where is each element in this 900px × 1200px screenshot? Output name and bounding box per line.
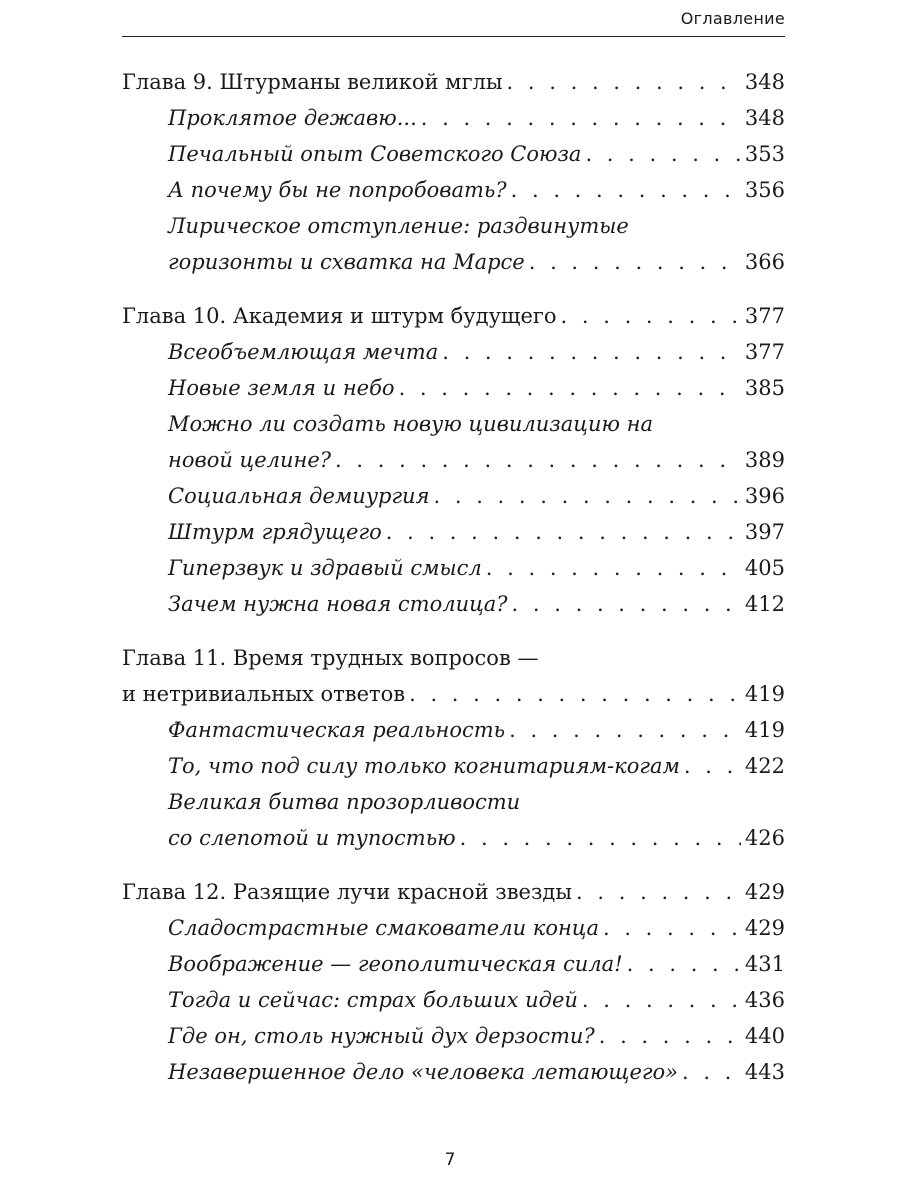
dot-leader xyxy=(511,172,741,208)
section-title: А почему бы не попробовать? xyxy=(168,178,507,202)
dot-leader xyxy=(529,244,741,280)
dot-leader xyxy=(682,1054,741,1090)
section-entry[interactable] xyxy=(122,820,785,856)
section-title: Тогда и сейчас: страх больших идей xyxy=(168,988,578,1012)
page-ref: 366 xyxy=(744,250,785,274)
section-title: Сладострастные смакователи конца xyxy=(168,916,599,940)
section-title: Штурм грядущего xyxy=(168,520,382,544)
section-entry[interactable] xyxy=(122,982,785,1018)
page-ref: 348 xyxy=(744,70,785,94)
chapter-10 xyxy=(122,298,785,622)
page-ref: 422 xyxy=(744,754,785,778)
section-title: Проклятое дежавю... xyxy=(168,106,417,130)
chapter-12 xyxy=(122,874,785,1090)
section-title: Фантастическая реальность xyxy=(168,718,506,742)
section-entry[interactable] xyxy=(122,748,785,784)
section-entry-line1[interactable] xyxy=(122,208,785,244)
dot-leader xyxy=(486,550,741,586)
chapter-title: Глава 9. Штурманы великой мглы xyxy=(122,70,503,94)
section-title: Где он, столь нужный дух дерзости? xyxy=(168,1024,595,1048)
section-title-line1: Лирическое отступление: раздвинутые xyxy=(168,214,629,238)
dot-leader xyxy=(509,712,741,748)
page-ref: 405 xyxy=(744,556,785,580)
section-title: Незавершенное дело «человека летающего» xyxy=(168,1060,678,1084)
page-ref: 440 xyxy=(744,1024,785,1048)
section-title-line1: Великая битва прозорливости xyxy=(168,790,521,814)
dot-leader xyxy=(599,1018,741,1054)
page-ref: 348 xyxy=(744,106,785,130)
chapter-title: Глава 12. Разящие лучи красной звезды xyxy=(122,880,573,904)
section-entry[interactable] xyxy=(122,514,785,550)
chapter-entry[interactable] xyxy=(122,676,785,712)
section-entry[interactable] xyxy=(122,586,785,622)
dot-leader xyxy=(512,586,741,622)
section-title: Зачем нужна новая столица? xyxy=(168,592,508,616)
dot-leader xyxy=(627,946,741,982)
page-ref: 377 xyxy=(744,340,785,364)
chapter-11 xyxy=(122,640,785,856)
chapter-entry[interactable] xyxy=(122,874,785,910)
page-ref: 419 xyxy=(744,718,785,742)
section-entry[interactable] xyxy=(122,334,785,370)
section-entry[interactable] xyxy=(122,1018,785,1054)
dot-leader xyxy=(603,910,741,946)
section-title: новой целине? xyxy=(168,448,332,472)
section-entry[interactable] xyxy=(122,1054,785,1090)
section-entry[interactable] xyxy=(122,550,785,586)
chapter-title: Глава 10. Академия и штурм будущего xyxy=(122,304,557,328)
dot-leader xyxy=(582,982,741,1018)
section-entry[interactable] xyxy=(122,712,785,748)
page-ref: 436 xyxy=(744,988,785,1012)
page-number: 7 xyxy=(444,1150,456,1170)
section-entry[interactable] xyxy=(122,910,785,946)
page-ref: 397 xyxy=(744,520,785,544)
chapter-entry[interactable] xyxy=(122,298,785,334)
page-ref: 431 xyxy=(744,952,785,976)
page-ref: 396 xyxy=(744,484,785,508)
chapter-title-line1: Глава 11. Время трудных вопросов — xyxy=(122,646,539,670)
section-title-line1: Можно ли создать новую цивилизацию на xyxy=(168,412,653,436)
chapter-9 xyxy=(122,64,785,280)
header-title: Оглавление xyxy=(680,9,785,28)
section-entry[interactable] xyxy=(122,172,785,208)
dot-leader xyxy=(442,334,741,370)
chapter-entry-line1[interactable] xyxy=(122,640,785,676)
section-entry[interactable] xyxy=(122,946,785,982)
dot-leader xyxy=(335,442,741,478)
page-ref: 443 xyxy=(744,1060,785,1084)
section-title: Социальная демиургия xyxy=(168,484,430,508)
running-header xyxy=(122,0,785,37)
page-ref: 429 xyxy=(744,916,785,940)
page-ref: 377 xyxy=(744,304,785,328)
dot-leader xyxy=(399,370,741,406)
page-ref: 353 xyxy=(744,142,785,166)
section-title: Гиперзвук и здравый смысл xyxy=(168,556,482,580)
section-entry-line1[interactable] xyxy=(122,406,785,442)
dot-leader xyxy=(386,514,741,550)
section-title: со слепотой и тупостью xyxy=(168,826,456,850)
section-entry[interactable] xyxy=(122,478,785,514)
page-ref: 356 xyxy=(744,178,785,202)
section-title: горизонты и схватка на Марсе xyxy=(168,250,525,274)
dot-leader xyxy=(434,478,741,514)
table-of-contents xyxy=(122,64,785,1108)
dot-leader xyxy=(421,100,741,136)
section-entry[interactable] xyxy=(122,442,785,478)
section-title: Новые земля и небо xyxy=(168,376,395,400)
section-entry[interactable] xyxy=(122,100,785,136)
page-ref: 419 xyxy=(744,682,785,706)
section-entry[interactable] xyxy=(122,370,785,406)
dot-leader xyxy=(409,676,741,712)
section-entry-line1[interactable] xyxy=(122,784,785,820)
chapter-entry[interactable] xyxy=(122,64,785,100)
section-title: То, что под силу только когнитариям-когам xyxy=(168,754,680,778)
dot-leader xyxy=(576,874,741,910)
dot-leader xyxy=(507,64,741,100)
dot-leader xyxy=(460,820,741,856)
section-title: Печальный опыт Советского Союза xyxy=(168,142,582,166)
chapter-title: и нетривиальных ответов xyxy=(122,682,406,706)
section-entry[interactable] xyxy=(122,136,785,172)
page-ref: 385 xyxy=(744,376,785,400)
page-ref: 429 xyxy=(744,880,785,904)
section-title: Всеобъемлющая мечта xyxy=(168,340,439,364)
section-title: Воображение — геополитическая сила! xyxy=(168,952,623,976)
page-ref: 426 xyxy=(744,826,785,850)
dot-leader xyxy=(561,298,741,334)
page-ref: 412 xyxy=(744,592,785,616)
dot-leader xyxy=(585,136,740,172)
page-ref: 389 xyxy=(744,448,785,472)
dot-leader xyxy=(684,748,741,784)
section-entry[interactable] xyxy=(122,244,785,280)
